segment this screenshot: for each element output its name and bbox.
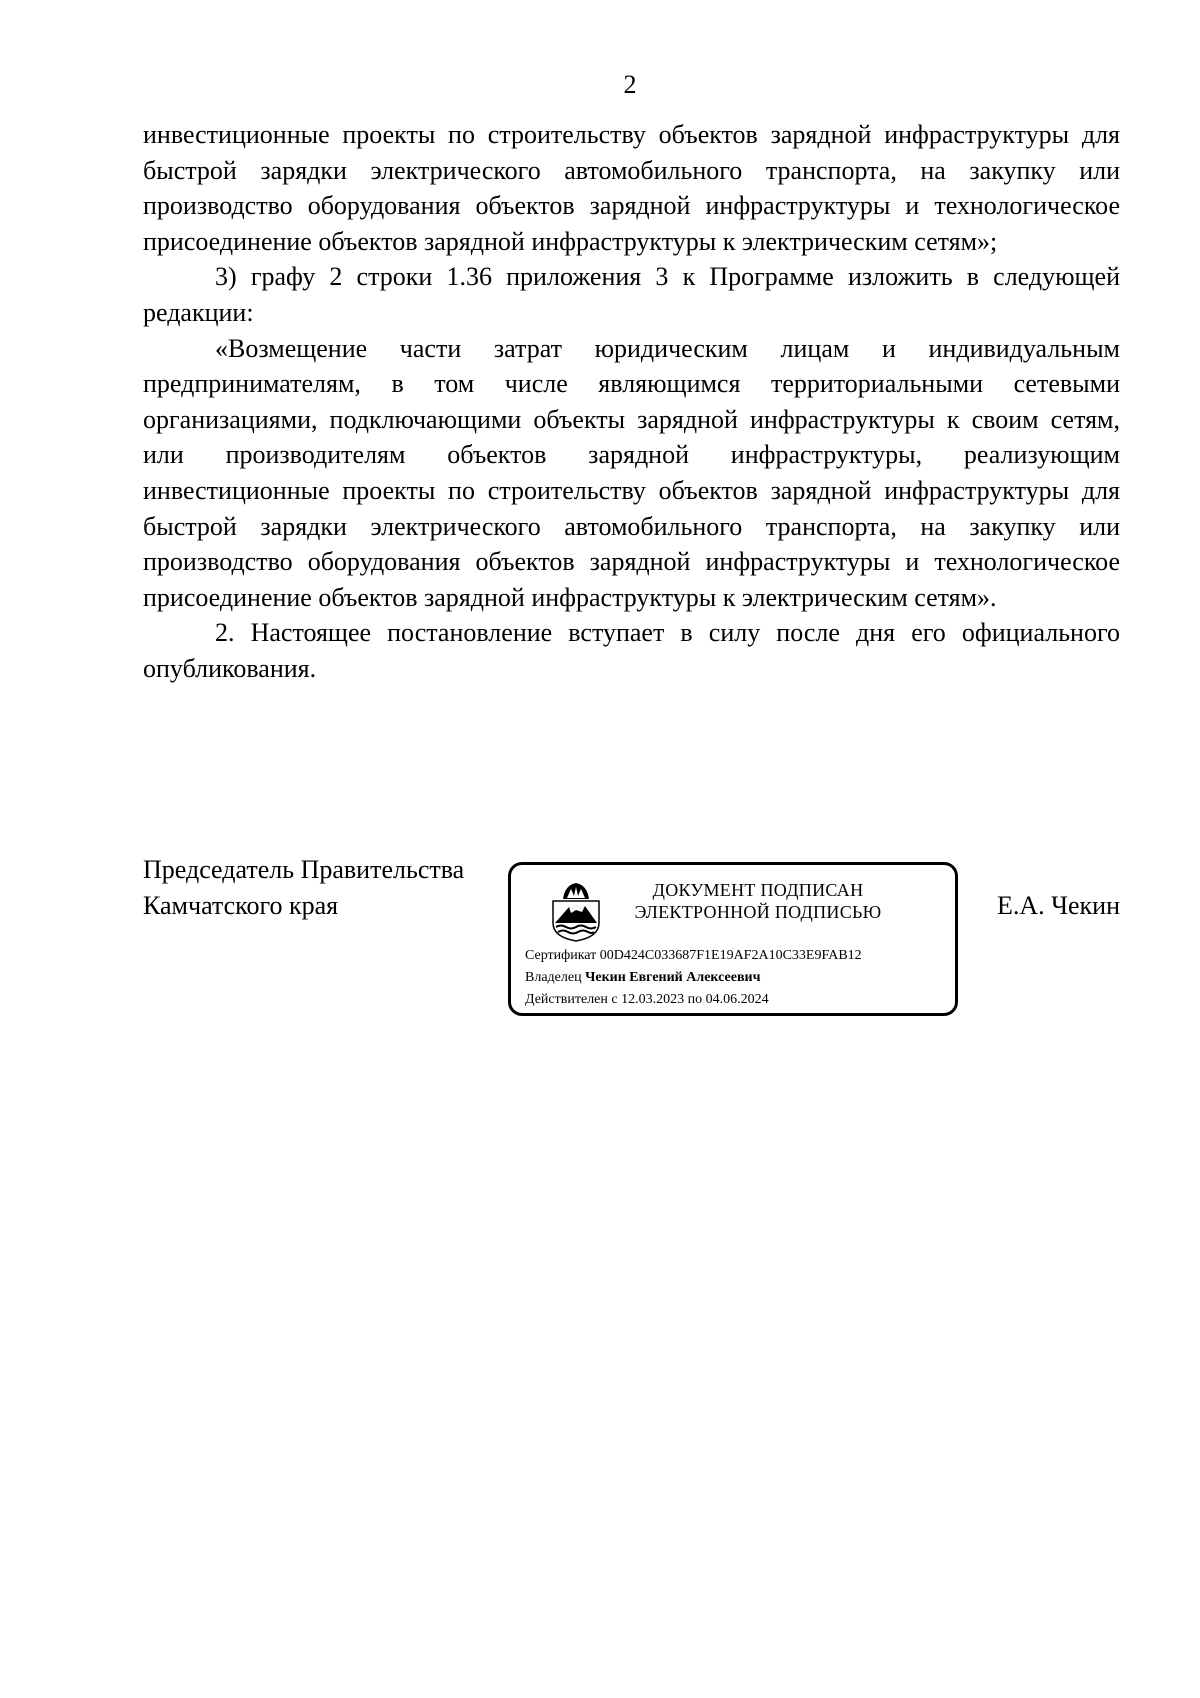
stamp-owner xyxy=(525,969,760,987)
stamp-heading-line1: ДОКУМЕНТ ПОДПИСАН xyxy=(652,880,864,900)
owner-label: Владелец xyxy=(525,970,582,985)
paragraph-continuation: инвестиционные проекты по строительству объектов зарядной инфраструктуры для быстрой зарядки электрического автомобильного транспорта, на закупку или производство оборудования объектов зарядной инфраструктуры и технологическое присоединение объектов зарядной инфраструктуры к электрическим сетям»; xyxy=(143,120,1120,256)
stamp-certificate xyxy=(525,947,862,965)
stamp-validity xyxy=(525,991,769,1009)
stamp-heading-line2: ЭЛЕКТРОННОЙ ПОДПИСЬЮ xyxy=(634,902,882,922)
owner-value: Чекин Евгений Алексеевич xyxy=(585,970,761,985)
stamp-heading xyxy=(623,879,893,923)
document-body xyxy=(143,117,1120,687)
signer-name: Е.А. Чекин xyxy=(996,891,1120,920)
valid-label: Действителен с xyxy=(525,992,618,1007)
electronic-signature-stamp xyxy=(508,862,958,1016)
paragraph-item-2: 2. Настоящее постановление вступает в силу после дня его официального опубликования. xyxy=(143,618,1120,683)
kamchatka-coat-of-arms-icon xyxy=(549,879,603,943)
signer-position xyxy=(143,852,464,923)
valid-from: 12.03.2023 xyxy=(621,992,685,1007)
paragraph-item-3: 3) графу 2 строки 1.36 приложения 3 к Программе изложить в следующей редакции: xyxy=(143,262,1120,327)
valid-to-label: по xyxy=(687,992,703,1007)
signer-position-line2: Камчатского края xyxy=(143,890,339,920)
certificate-label: Сертификат xyxy=(525,948,597,963)
page-number: 2 xyxy=(623,70,637,99)
signer-position-line1: Председатель Правительства xyxy=(143,855,465,884)
certificate-value: 00D424C033687F1E19AF2A10C33E9FAB12 xyxy=(599,948,862,963)
paragraph-quoted-text: «Возмещение части затрат юридическим лицам и индивидуальным предпринимателям, в том числе являющимся территориальными сетевыми организациями, подключающими объекты зарядной инфраструктуры к своим сетям, или производителям объектов зарядной инфраструктуры, реализующим инвестиционные проекты по строительству объектов зарядной инфраструктуры для быстрой зарядки электрического автомобильного транспорта, на закупку или производство оборудования объектов зарядной инфраструктуры и технологическое присоединение объектов зарядной инфраструктуры к электрическим сетям». xyxy=(143,333,1120,612)
valid-to: 04.06.2024 xyxy=(705,992,769,1007)
